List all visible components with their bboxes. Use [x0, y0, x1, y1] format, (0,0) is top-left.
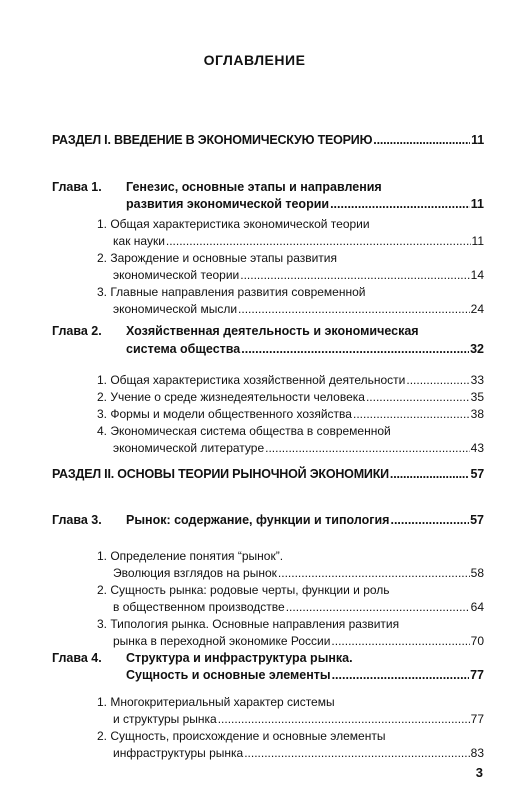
- subsection-entry: [113, 745, 484, 762]
- leader-dots: [265, 440, 470, 457]
- chapter-entry-text: Сущность и основные элементы: [126, 668, 331, 682]
- subsection-entry-page: 35: [470, 390, 484, 404]
- chapter-entry-text: система общества: [126, 342, 241, 356]
- subsection-entry-page: 11: [471, 234, 484, 248]
- subsection-entry: [113, 633, 484, 650]
- page-number: 3: [475, 765, 483, 780]
- chapter-title-line: Хозяйственная деятельность и экономическая: [126, 324, 419, 338]
- leader-dots: [238, 301, 470, 318]
- leader-dots: [390, 466, 470, 483]
- subsection-title-line: 1. Многокритериальный характер системы: [97, 695, 335, 709]
- chapter-prefix: Глава 4.: [52, 651, 102, 665]
- subsection-title-line: 2. Сущность рынка: родовые черты, функции и роль: [97, 583, 390, 597]
- section-entry-page: 11: [471, 133, 484, 147]
- subsection-title-line: 2. Сущность, происхождение и основные элементы: [97, 729, 386, 743]
- subsection-entry-page: 24: [470, 302, 484, 316]
- subsection-entry-text: в общественном производстве: [113, 600, 285, 614]
- chapter-entry: [126, 196, 484, 213]
- section-entry: [52, 466, 484, 483]
- section-entry-page: 57: [470, 467, 484, 481]
- subsection-entry: [113, 599, 484, 616]
- subsection-title-line: 1. Определение понятия “рынок”.: [97, 549, 284, 563]
- leader-dots: [353, 406, 470, 423]
- leader-dots: [366, 389, 470, 406]
- leader-dots: [331, 633, 469, 650]
- subsection-entry: [97, 372, 484, 389]
- subsection-entry-text: Эволюция взглядов на рынок: [113, 566, 277, 580]
- chapter-prefix: Глава 3.: [52, 513, 102, 527]
- subsection-entry: [113, 267, 484, 284]
- subsection-entry-page: 14: [470, 268, 484, 282]
- chapter-entry: [126, 341, 484, 358]
- subsection-entry-page: 83: [470, 746, 484, 760]
- section-entry: [52, 132, 484, 149]
- leader-dots: [218, 711, 470, 728]
- chapter-entry: [126, 512, 484, 529]
- subsection-title-line: 3. Главные направления развития современной: [97, 285, 366, 299]
- subsection-entry: [97, 406, 484, 423]
- subsection-entry-text: и структуры рынка: [113, 712, 217, 726]
- subsection-title-line: 1. Общая характеристика экономической теории: [97, 217, 370, 231]
- section-entry-text: РАЗДЕЛ I. ВВЕДЕНИЕ В ЭКОНОМИЧЕСКУЮ ТЕОРИЮ: [52, 133, 373, 147]
- chapter-title-line: Генезис, основные этапы и направления: [126, 180, 382, 194]
- subsection-entry: [113, 440, 484, 457]
- chapter-entry-text: Рынок: содержание, функции и типология: [126, 513, 390, 527]
- subsection-entry-page: 38: [470, 407, 484, 421]
- chapter-prefix: Глава 2.: [52, 324, 102, 338]
- subsection-entry: [113, 301, 484, 318]
- section-entry-text: РАЗДЕЛ II. ОСНОВЫ ТЕОРИИ РЫНОЧНОЙ ЭКОНОМИКИ: [52, 467, 389, 481]
- chapter-entry-page: 57: [470, 513, 484, 527]
- leader-dots: [330, 196, 470, 213]
- subsection-title-line: 3. Типология рынка. Основные направления развития: [97, 617, 400, 631]
- subsection-entry-text: 1. Общая характеристика хозяйственной деятельности: [97, 373, 406, 387]
- subsection-entry-text: рынка в переходной экономике России: [113, 634, 331, 648]
- subsection-entry-text: экономической мысли: [113, 302, 238, 316]
- subsection-entry-text: 3. Формы и модели общественного хозяйства: [97, 407, 352, 421]
- subsection-entry: [113, 711, 484, 728]
- subsection-entry-page: 43: [470, 441, 484, 455]
- leader-dots: [241, 341, 469, 358]
- leader-dots: [390, 512, 469, 529]
- subsection-title-line: 2. Зарождение и основные этапы развития: [97, 251, 338, 265]
- leader-dots: [373, 132, 470, 149]
- leader-dots: [406, 372, 469, 389]
- subsection-entry: [113, 565, 484, 582]
- subsection-entry-text: как науки: [113, 234, 165, 248]
- subsection-entry: [113, 233, 484, 250]
- subsection-entry-page: 64: [470, 600, 484, 614]
- subsection-entry-text: инфраструктуры рынка: [113, 746, 244, 760]
- subsection-entry-text: экономической литературе: [113, 441, 265, 455]
- subsection-title-line: 4. Экономическая система общества в современной: [97, 424, 391, 438]
- chapter-title-line: Структура и инфраструктура рынка.: [126, 651, 353, 665]
- chapter-prefix: Глава 1.: [52, 180, 102, 194]
- subsection-entry-page: 33: [470, 373, 484, 387]
- chapter-entry-page: 32: [470, 342, 484, 356]
- leader-dots: [286, 599, 470, 616]
- leader-dots: [166, 233, 471, 250]
- subsection-entry: [97, 389, 484, 406]
- leader-dots: [240, 267, 469, 284]
- page-title: ОГЛАВЛЕНИЕ: [203, 52, 306, 68]
- leader-dots: [244, 745, 469, 762]
- subsection-entry-page: 58: [470, 566, 484, 580]
- leader-dots: [278, 565, 470, 582]
- chapter-entry-page: 77: [470, 668, 484, 682]
- subsection-entry-page: 70: [470, 634, 484, 648]
- chapter-entry-page: 11: [470, 197, 484, 211]
- leader-dots: [332, 667, 470, 684]
- subsection-entry-page: 77: [470, 712, 484, 726]
- chapter-entry-text: развития экономической теории: [126, 197, 330, 211]
- subsection-entry-text: экономической теории: [113, 268, 240, 282]
- subsection-entry-text: 2. Учение о среде жизнедеятельности человека: [97, 390, 365, 404]
- chapter-entry: [126, 667, 484, 684]
